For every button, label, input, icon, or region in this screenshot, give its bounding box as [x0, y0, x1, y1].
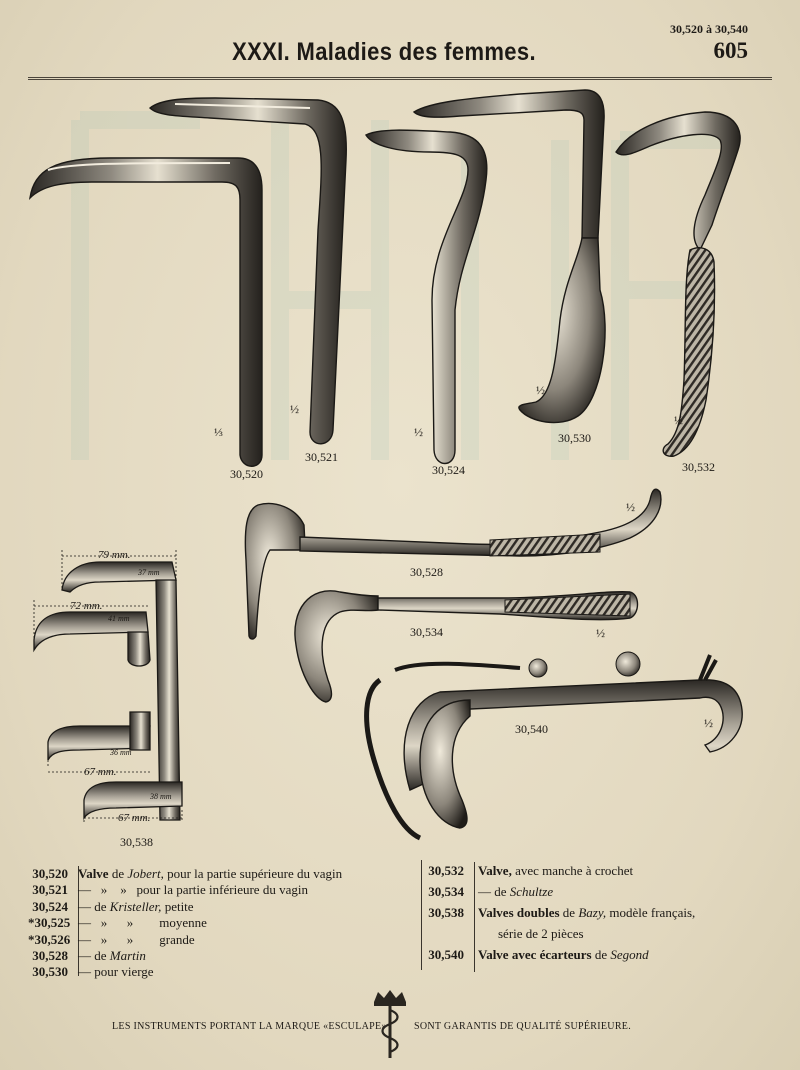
- figure-caption: 30,532: [682, 460, 715, 474]
- dimension-label: 67 mm.: [118, 812, 151, 824]
- legend-row: 30,530 — pour vierge: [32, 964, 154, 980]
- scale-mark: ½: [626, 500, 635, 514]
- legend-right: [424, 860, 695, 965]
- scale-mark: ⅓: [214, 425, 223, 439]
- legend-row: 30,521 — » » pour la partie inférieure du vagin: [32, 882, 308, 898]
- valve-30520: [30, 158, 262, 466]
- legend-row: *30,526 — » » grande: [28, 931, 195, 947]
- scale-mark: ½: [704, 716, 713, 730]
- page-number: 605: [713, 38, 748, 63]
- legend-divider: [421, 860, 422, 970]
- scale-mark: ½: [674, 413, 683, 427]
- dimension-label: 37 mm: [138, 568, 160, 577]
- valve-30538: [34, 550, 182, 822]
- footer-left-text: LES INSTRUMENTS PORTANT LA MARQUE «ESCULAPE»: [112, 1021, 387, 1032]
- figure-caption: 30,538: [120, 835, 153, 849]
- figure-caption: 30,520: [230, 467, 263, 481]
- legend-row: 30,532 Valve, avec manche à crochet: [428, 863, 634, 878]
- scale-mark: ½: [414, 425, 423, 439]
- item-range: 30,520 à 30,540: [670, 22, 748, 36]
- figure-caption: 30,528: [410, 565, 443, 579]
- legend-row: 30,520 Valve de Jobert, pour la partie supérieure du vagin: [32, 866, 343, 881]
- dimension-label: 67 mm.: [84, 766, 117, 778]
- figure-caption: 30,540: [515, 722, 548, 736]
- dimension-label: 36 mm: [110, 748, 132, 757]
- valve-30540: [367, 652, 743, 838]
- esculape-logo-icon: [368, 988, 412, 1060]
- page-title: XXXI. Maladies des femmes.: [232, 38, 536, 66]
- legend-row: 30,528 — de Martin: [32, 948, 146, 964]
- dimension-label: 38 mm: [150, 792, 172, 801]
- figure-caption: 30,534: [410, 625, 443, 639]
- legend-row: 30,524 — de Kristeller, petite: [32, 898, 194, 914]
- dimension-label: 72 mm.: [70, 600, 103, 612]
- scale-mark: ½: [596, 626, 605, 640]
- figure-caption: 30,521: [305, 450, 338, 464]
- dimension-label: 79 mm.: [98, 549, 131, 561]
- figure-caption: 30,530: [558, 431, 591, 445]
- figure-caption: 30,524: [432, 463, 465, 477]
- legend-row: 30,540 Valve avec écarteurs de Segond: [428, 947, 649, 962]
- scale-mark: ½: [536, 383, 545, 397]
- legend-row: 30,538 Valves doubles de Bazy, modèle français,: [428, 905, 696, 920]
- scale-mark: ½: [290, 402, 299, 416]
- legend-row: *30,525 — » » moyenne: [28, 915, 207, 931]
- legend-row: 30,534 — de Schultze: [428, 884, 554, 899]
- dimension-label: 41 mm: [108, 614, 130, 623]
- footer-right-text: SONT GARANTIS DE QUALITÉ SUPÉRIEURE.: [414, 1021, 632, 1032]
- legend-left: [28, 866, 342, 981]
- legend-row: série de 2 pièces: [498, 926, 584, 941]
